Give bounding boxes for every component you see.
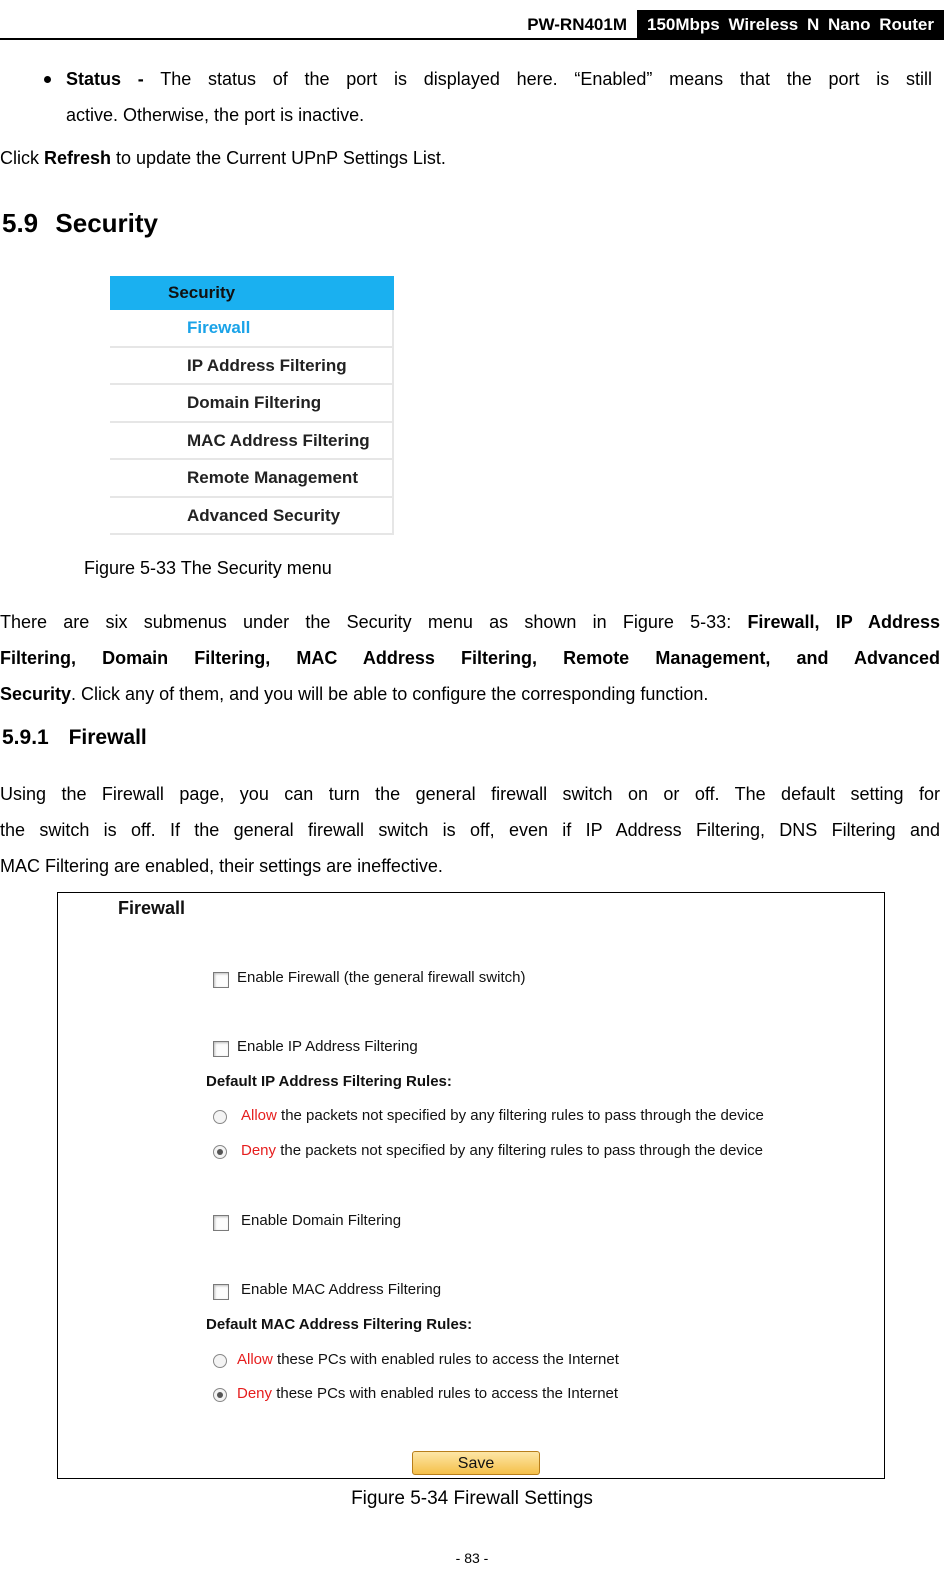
menu-item-ip-address-filtering[interactable]: IP Address Filtering <box>110 348 394 386</box>
bullet-line-1 <box>66 61 932 97</box>
section-heading <box>2 208 158 239</box>
security-menu-header[interactable]: Security <box>110 276 394 310</box>
menu-item-mac-address-filtering[interactable]: MAC Address Filtering <box>110 423 394 461</box>
menu-item-remote-management[interactable]: Remote Management <box>110 460 394 498</box>
bullet-text: The status of the port is displayed here. “Enabled” means that the port is still <box>160 69 932 89</box>
firewall-title: Firewall <box>118 898 186 918</box>
para1-line-1 <box>0 604 940 640</box>
mac-allow-label <box>237 1351 619 1368</box>
ip-allow-radio[interactable] <box>213 1110 227 1124</box>
header-rule <box>0 38 944 40</box>
mac-deny-radio[interactable] <box>213 1388 227 1402</box>
page-number: - 83 - <box>455 1550 489 1566</box>
refresh-pre: Click <box>0 148 44 168</box>
mac-deny-keyword: Deny <box>237 1385 273 1402</box>
para2-line-3: MAC Filtering are enabled, their settings are ineffective. <box>0 856 443 876</box>
mac-deny-label <box>237 1385 618 1402</box>
menu-item-advanced-security[interactable]: Advanced Security <box>110 498 394 536</box>
refresh-bold: Refresh <box>44 148 112 168</box>
para2-line-2: the switch is off. If the general firewall switch is off, even if IP Address Filtering, DNS Filtering and <box>0 820 940 840</box>
ip-deny-text: the packets not specified by any filtering rules to pass through the device <box>276 1142 763 1159</box>
enable-ip-filtering-label: Enable IP Address Filtering <box>237 1038 418 1055</box>
enable-domain-filtering-checkbox[interactable] <box>213 1215 229 1231</box>
subsection-number: 5.9.1 <box>2 726 49 749</box>
menu-item-firewall[interactable]: Firewall <box>110 310 394 348</box>
ip-deny-radio[interactable] <box>213 1145 227 1159</box>
firewall-settings-panel <box>57 892 885 1479</box>
para2-line-1: Using the Firewall page, you can turn the general firewall switch on or off. The default setting for <box>0 784 940 804</box>
enable-domain-filtering-label: Enable Domain Filtering <box>241 1212 402 1229</box>
header-product: 150Mbps Wireless N Nano Router <box>637 10 944 40</box>
para1-pre: There are six submenus under the Security menu as shown in Figure 5-33: <box>0 612 748 632</box>
subsection-heading <box>2 726 147 750</box>
mac-deny-text: these PCs with enabled rules to access the Internet <box>272 1385 619 1402</box>
subsection-title: Firewall <box>68 726 147 749</box>
figure-33-caption: Figure 5-33 The Security menu <box>84 558 332 578</box>
mac-rules-label: Default MAC Address Filtering Rules: <box>206 1316 473 1333</box>
enable-firewall-checkbox[interactable] <box>213 972 229 988</box>
enable-mac-filtering-label: Enable MAC Address Filtering <box>241 1281 442 1298</box>
para1-line-2 <box>0 640 940 676</box>
enable-mac-filtering-checkbox[interactable] <box>213 1284 229 1300</box>
para1-bold-3: Security <box>0 684 72 704</box>
ip-deny-keyword: Deny <box>241 1142 277 1159</box>
figure-34-caption: Figure 5-34 Firewall Settings <box>351 1488 593 1509</box>
enable-ip-filtering-checkbox[interactable] <box>213 1041 229 1057</box>
section-title: Security <box>55 208 158 238</box>
ip-allow-label <box>241 1107 764 1124</box>
para1-post: . Click any of them, and you will be able to configure the corresponding function. <box>71 684 709 704</box>
ip-allow-keyword: Allow <box>241 1107 277 1124</box>
refresh-paragraph <box>0 140 940 176</box>
mac-allow-text: these PCs with enabled rules to access the Internet <box>272 1351 619 1368</box>
enable-firewall-label: Enable Firewall (the general firewall switch) <box>237 969 526 986</box>
menu-item-domain-filtering[interactable]: Domain Filtering <box>110 385 394 423</box>
save-button[interactable]: Save <box>412 1451 540 1475</box>
ip-allow-text: the packets not specified by any filtering rules to pass through the device <box>276 1107 764 1124</box>
mac-allow-keyword: Allow <box>237 1351 273 1368</box>
para1-line-3 <box>0 676 940 712</box>
bullet-term: Status - <box>66 69 144 89</box>
para1-bold-2: Filtering, Domain Filtering, MAC Address Filtering, Remote Management, and Advanced <box>0 648 940 668</box>
mac-allow-radio[interactable] <box>213 1354 227 1368</box>
bullet-line-2: active. Otherwise, the port is inactive. <box>66 105 365 125</box>
page-header <box>517 10 944 40</box>
ip-rules-label: Default IP Address Filtering Rules: <box>206 1073 452 1090</box>
security-menu <box>110 276 394 535</box>
refresh-post: to update the Current UPnP Settings List. <box>111 148 446 168</box>
para1-bold-1: Firewall, IP Address <box>747 612 940 632</box>
section-number: 5.9 <box>2 208 39 238</box>
ip-deny-label <box>241 1142 763 1159</box>
bullet-dot <box>44 76 51 83</box>
header-model: PW-RN401M <box>527 15 628 34</box>
